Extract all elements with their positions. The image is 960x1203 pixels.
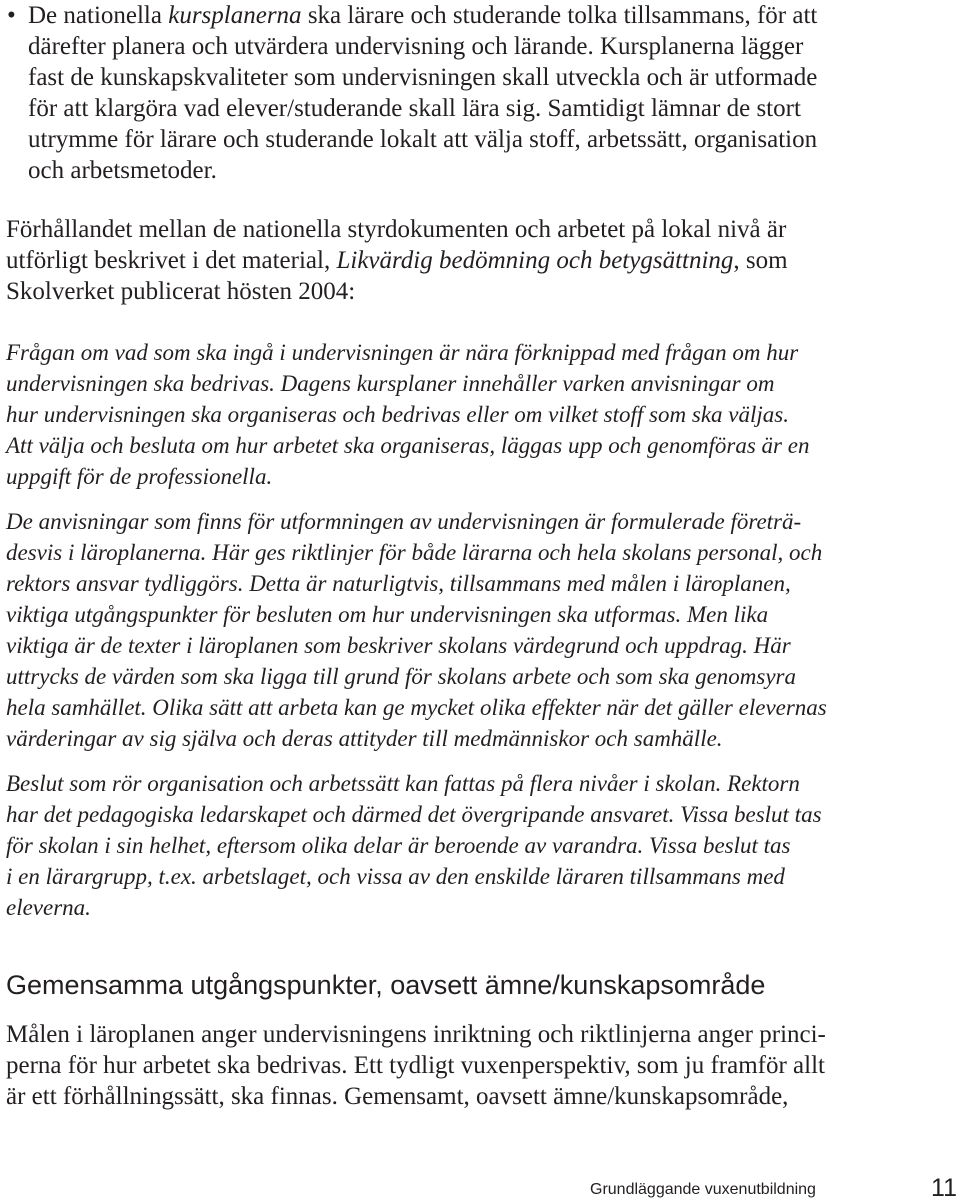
bullet-line: fast de kunskapskvaliteter som undervisningen skall utveckla och är utformade (28, 64, 818, 91)
section-line: är ett förhållningssätt, ska finnas. Gemensamt, oavsett ämne/kunskapsområde, (6, 1083, 789, 1110)
bullet-line: därefter planera och utvärdera undervisning och lärande. Kursplanerna lägger (28, 33, 804, 60)
text-segment: utförligt beskrivet i det material, (6, 247, 337, 274)
text-segment: , som (733, 247, 788, 274)
quote-line: rektors ansvar tydliggörs. Detta är naturligtvis, tillsammans med målen i läroplanen, (6, 571, 791, 596)
page-number: 11 (931, 1174, 957, 1202)
quote-paragraph (6, 768, 822, 923)
publication-title: Likvärdig bedömning och betygsättning (336, 247, 734, 274)
quote-line: Frågan om vad som ska ingå i undervisningen är nära förknippad med frågan om hur (6, 340, 799, 365)
footer-title: Grundläggande vuxenutbildning (590, 1181, 816, 1198)
intro-line: Skolverket publicerat hösten 2004: (6, 278, 356, 305)
bullet-marker: • (7, 2, 16, 29)
quote-line: viktiga utgångspunkter för besluten om hur undervisningen ska utformas. Men lika (6, 602, 769, 627)
section-line: Målen i läroplanen anger undervisningens inriktning och riktlinjerna anger princi- (6, 1021, 826, 1048)
quote-line: värderingar av sig själva och deras attityder till medmänniskor och samhälle. (6, 726, 723, 751)
quote-line: uttrycks de värden som ska ligga till grund för skolans arbete och som ska genomsyra (6, 664, 796, 689)
section-paragraph (6, 1019, 826, 1112)
intro-paragraph (6, 214, 788, 307)
intro-line: Förhållandet mellan de nationella styrdokumenten och arbetet på lokal nivå är (6, 216, 787, 243)
quote-line: i en lärargrupp, t.ex. arbetslaget, och vissa av den enskilde läraren tillsammans med (6, 864, 785, 889)
bullet-line: för att klargöra vad elever/studerande skall lära sig. Samtidigt lämnar de stort (28, 95, 801, 122)
quote-line: Beslut som rör organisation och arbetssätt kan fattas på flera nivåer i skolan. Rektorn (6, 771, 800, 796)
section-heading: Gemensamma utgångspunkter, oavsett ämne/kunskapsområde (6, 970, 766, 1000)
bullet-line: och arbetsmetoder. (28, 157, 217, 184)
quote-line: för skolan i sin helhet, eftersom olika delar är beroende av varandra. Vissa beslut tas (6, 833, 791, 858)
quote-line: desvis i läroplanerna. Här ges riktlinjer för både lärarna och hela skolans personal, och (6, 540, 823, 565)
quote-line: viktiga är de texter i läroplanen som beskriver skolans värdegrund och uppdrag. Här (6, 633, 791, 658)
quote-paragraph (6, 337, 809, 492)
quote-line: eleverna. (6, 895, 91, 920)
bullet-paragraph-text (28, 0, 817, 186)
quote-line: hela samhället. Olika sätt att arbeta kan ge mycket olika effekter när det gäller elevernas (6, 695, 827, 720)
bullet-line (28, 0, 817, 31)
section-line: perna för hur arbetet ska bedrivas. Ett tydligt vuxenperspektiv, som ju framför allt (6, 1052, 825, 1079)
quote-line: undervisningen ska bedrivas. Dagens kursplaner innehåller varken anvisningar om (6, 371, 775, 396)
quote-line: har det pedagogiska ledarskapet och därmed det övergripande ansvaret. Vissa beslut tas (6, 802, 822, 827)
kursplanerna-emphasis: kursplanerna (168, 2, 302, 29)
bullet-line: utrymme för lärare och studerande lokalt att välja stoff, arbetssätt, organisation (28, 126, 818, 153)
text-segment: De nationella (28, 2, 169, 29)
quote-line: hur undervisningen ska organiseras och bedrivas eller om vilket stoff som ska väljas. (6, 402, 789, 427)
text-segment: ska lärare och studerande tolka tillsammans, för att (301, 2, 818, 29)
quote-line: uppgift för de professionella. (6, 464, 273, 489)
quote-line: Att välja och besluta om hur arbetet ska organiseras, läggas upp och genomföras är en (6, 433, 810, 458)
quote-paragraph (6, 506, 827, 754)
quote-line: De anvisningar som finns för utformningen av undervisningen är formulerade företrä- (6, 509, 802, 534)
intro-line (6, 245, 788, 276)
